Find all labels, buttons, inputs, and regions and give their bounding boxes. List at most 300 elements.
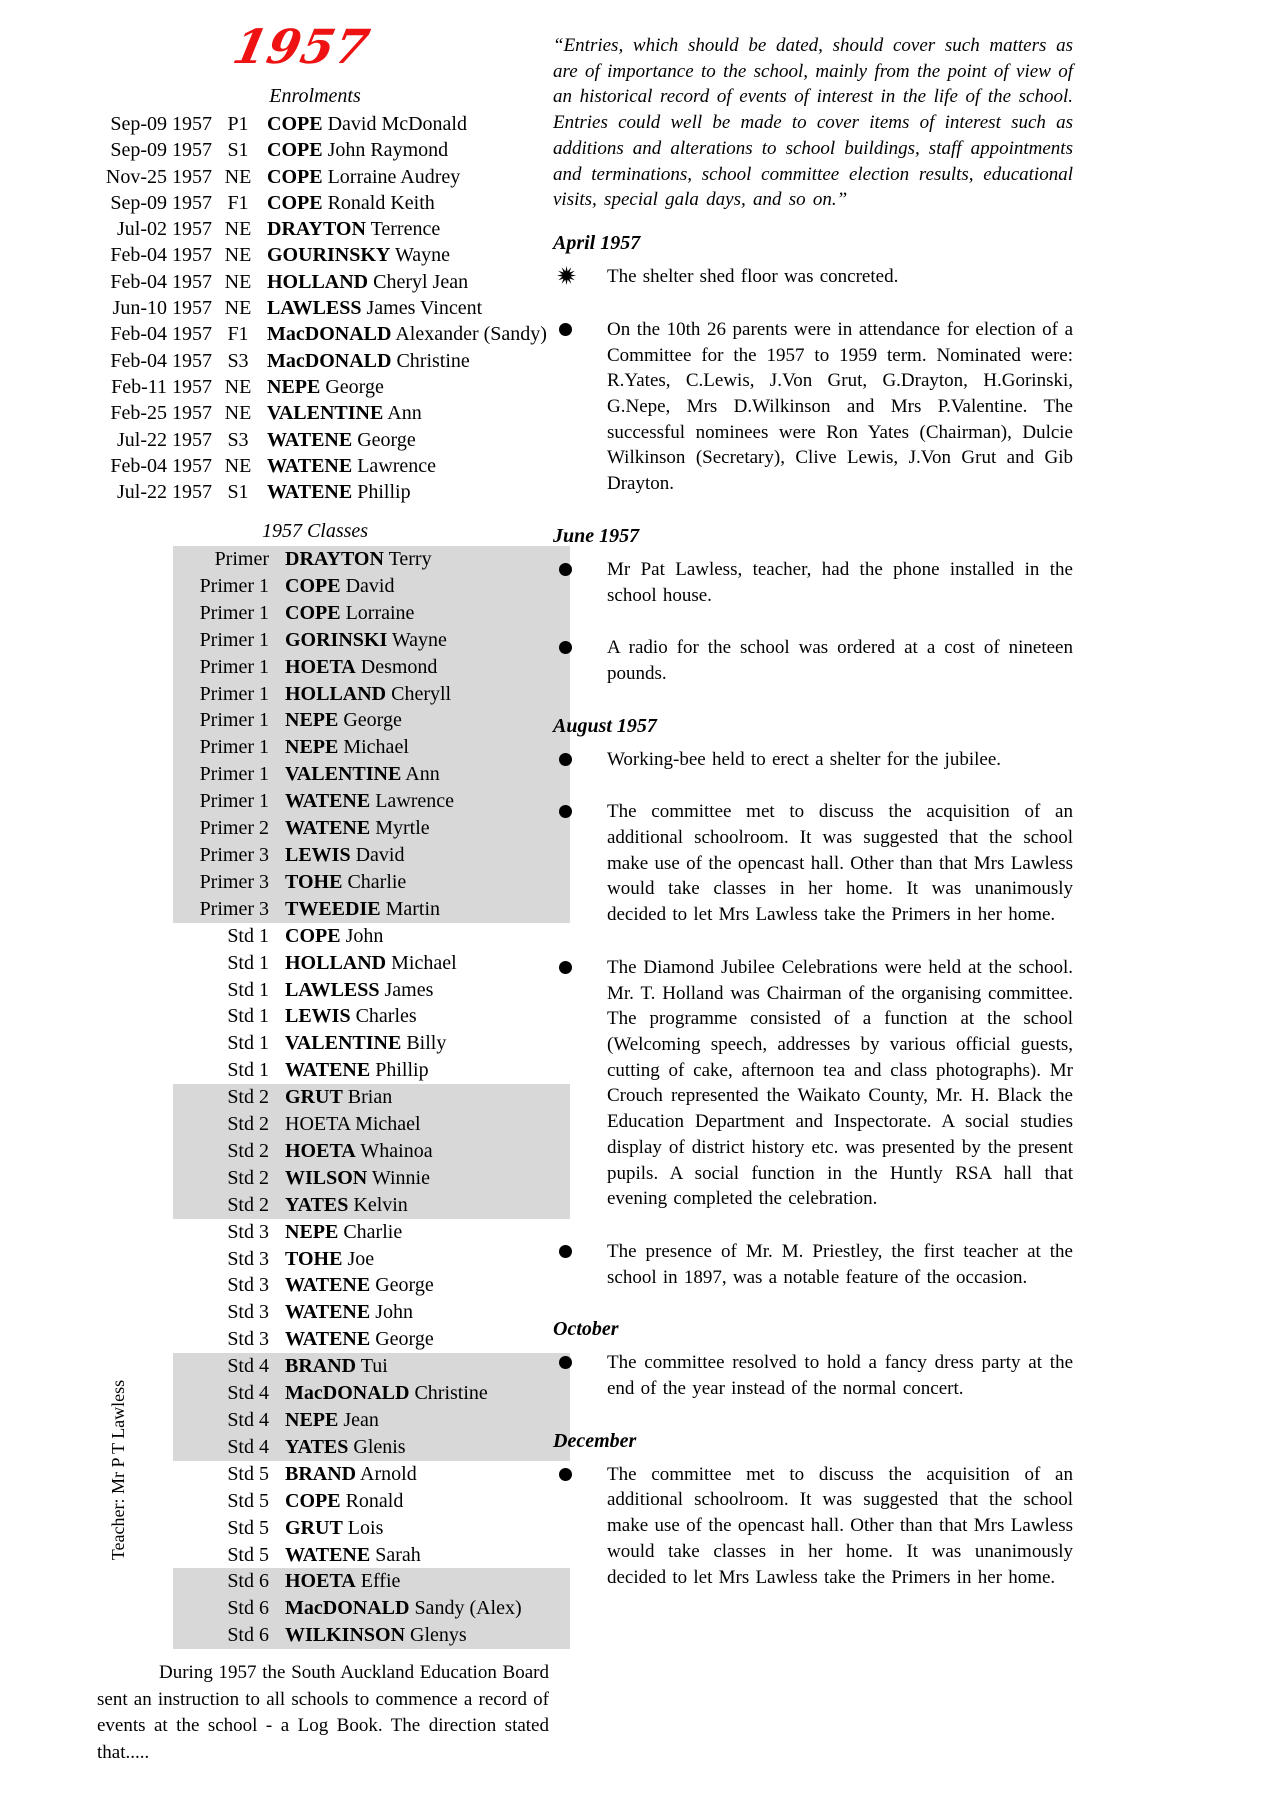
class-name (269, 546, 432, 573)
enrolment-surname: COPE (267, 191, 323, 214)
class-label: Primer 1 (199, 736, 269, 759)
class-surname: TWEEDIE (285, 897, 381, 920)
class-row (173, 788, 570, 815)
enrolment-name (267, 190, 435, 216)
enrolment-surname: WATENE (267, 428, 353, 451)
enrolment-date: Nov-25 1957 (105, 165, 212, 188)
class-row (173, 600, 570, 627)
class-name (269, 654, 437, 681)
class-name (269, 1542, 421, 1569)
bullet-item (553, 747, 1073, 773)
class-label: Std 3 (227, 1328, 269, 1351)
class-name (269, 1003, 417, 1030)
enrolment-name (267, 269, 468, 295)
class-surname: HOETA (285, 1139, 356, 1162)
bullet-item (553, 317, 1073, 497)
class-row (173, 815, 570, 842)
log-section (553, 524, 1073, 687)
class-row (173, 1111, 570, 1138)
class-given: Myrtle (375, 817, 430, 840)
class-given: Effie (360, 1570, 401, 1593)
class-row (173, 1542, 570, 1569)
class-label: Std 2 (227, 1113, 269, 1136)
class-row (173, 761, 570, 788)
enrolment-row (62, 400, 540, 426)
enrolment-row (62, 242, 540, 268)
class-name (269, 1219, 402, 1246)
class-given: Joe (347, 1247, 375, 1270)
class-row (173, 1272, 570, 1299)
class-given: Sandy (Alex) (414, 1597, 522, 1620)
enrolment-name (267, 348, 470, 374)
class-name (269, 1165, 430, 1192)
class-name (269, 761, 440, 788)
enrolment-date: Sep-09 1957 (110, 191, 212, 214)
class-row (173, 1595, 570, 1622)
bullet-text: On the 10th 26 parents were in attendance for election of a Committee for the 1957 to 1959 term. Nominated were: R.Yates, C.Lewis, J.Von Grut, G.Drayton, H.Gorinski, G.Nepe, Mrs D.Wilkinson and Mrs P.Valentine. The successful nominees were Ron Yates (Chairman), Dulcie Wilkinson (Secretary), Clive Lewis, J.Von Grut and Gib Drayton. (607, 318, 1073, 495)
enrolment-code: NE (224, 375, 252, 398)
class-given: Terry (388, 548, 432, 570)
class-label: Std 1 (227, 1059, 269, 1082)
class-given: Winnie (371, 1166, 430, 1189)
class-label: Std 5 (227, 1516, 269, 1539)
class-given: George (375, 1274, 434, 1297)
enrolment-date: Feb-11 1957 (111, 375, 212, 398)
dot-bullet-icon (559, 1468, 572, 1481)
enrolment-name (267, 479, 411, 505)
enrolment-given: Lorraine Audrey (327, 165, 461, 188)
class-name (269, 1192, 408, 1219)
class-name (269, 627, 447, 654)
class-surname: BRAND (285, 1462, 357, 1485)
bullet-item (553, 1462, 1073, 1591)
enrolment-name (267, 242, 450, 268)
class-row (173, 1219, 570, 1246)
class-row (173, 681, 570, 708)
enrolment-given: Cheryl Jean (373, 270, 469, 293)
class-label: Primer (214, 548, 269, 570)
enrolment-code: NE (224, 244, 252, 267)
class-name (269, 1030, 446, 1057)
section-items (553, 747, 1073, 1291)
class-label: Primer 1 (199, 655, 269, 678)
class-given: Ronald (345, 1489, 404, 1512)
class-label: Std 3 (227, 1301, 269, 1324)
class-surname: LAWLESS (285, 978, 380, 1001)
class-surname: WATENE (285, 790, 371, 813)
class-given: Christine (414, 1382, 488, 1405)
class-row (173, 627, 570, 654)
class-given: Charlie (343, 1220, 403, 1243)
class-surname: GORINSKI (285, 628, 388, 651)
class-row (173, 1353, 570, 1380)
enrolment-given: Ronald Keith (327, 191, 435, 214)
class-name (269, 950, 457, 977)
dot-bullet-icon (559, 805, 572, 818)
class-surname: HOETA (285, 655, 356, 678)
class-label: Std 6 (227, 1570, 269, 1593)
class-given: Michael (391, 951, 457, 974)
enrolment-given: Wayne (395, 244, 451, 267)
class-given: Lois (347, 1516, 384, 1539)
class-given: Michael (343, 736, 409, 759)
class-surname: TOHE (285, 1247, 343, 1270)
bullet-item (553, 1350, 1073, 1401)
class-row (173, 1299, 570, 1326)
enrolment-surname: HOLLAND (267, 270, 369, 293)
class-given: Phillip (375, 1059, 429, 1082)
class-given: David (345, 574, 395, 597)
class-label: Std 4 (227, 1409, 269, 1431)
class-name (269, 573, 394, 600)
class-label: Std 1 (227, 924, 269, 947)
enrolment-date: Sep-09 1957 (110, 113, 212, 135)
class-row (173, 1407, 570, 1434)
class-label: Std 4 (227, 1382, 269, 1405)
class-row (173, 1246, 570, 1273)
class-given: Wayne (391, 628, 447, 651)
log-section (553, 1317, 1073, 1401)
enrolment-date: Jul-02 1957 (117, 218, 212, 241)
class-row (173, 1434, 570, 1461)
star-bullet-icon (557, 266, 576, 290)
bullet-marker (553, 1350, 607, 1401)
class-given: George (375, 1328, 434, 1351)
enrolment-row (62, 295, 540, 321)
enrolment-row (62, 374, 540, 400)
class-row (173, 1461, 570, 1488)
class-surname: NEPE (285, 1220, 339, 1243)
class-surname: WILSON (285, 1166, 368, 1189)
class-name (269, 1111, 421, 1138)
dot-bullet-icon (559, 961, 572, 974)
class-surname: WATENE (285, 1328, 371, 1351)
dot-bullet-icon (559, 1245, 572, 1258)
class-label: Std 6 (227, 1597, 269, 1620)
enrolment-date: Feb-04 1957 (110, 244, 212, 267)
section-heading: August 1957 (553, 714, 657, 737)
enrolment-date: Feb-04 1957 (110, 270, 212, 293)
class-row (173, 1380, 570, 1407)
class-given: Cheryll (391, 682, 452, 705)
class-label: Std 5 (227, 1489, 269, 1512)
class-name (269, 1326, 434, 1353)
enrolment-row (62, 190, 540, 216)
class-row (173, 654, 570, 681)
section-heading: April 1957 (553, 231, 641, 254)
enrolment-given: George (357, 428, 416, 451)
class-label: Std 2 (227, 1086, 269, 1109)
bullet-text: The committee met to discuss the acquisition of an additional schoolroom. It was suggested that the school make use of the opencast hall. Other than that Mrs Lawless would take classes in her home. It was unanimously decided to let Mrs Lawless take the Primers in her home. (607, 1463, 1073, 1588)
class-name (269, 1488, 403, 1515)
class-name (269, 842, 404, 869)
class-label: Std 2 (227, 1139, 269, 1162)
enrolment-row (62, 321, 547, 347)
enrolment-code: P1 (227, 113, 249, 135)
class-given: John (375, 1301, 414, 1324)
enrolment-given: Alexander (Sandy) (395, 323, 547, 346)
class-name (269, 869, 406, 896)
bullet-item (553, 955, 1073, 1212)
enrolment-row (62, 427, 540, 453)
enrolment-name (267, 216, 440, 242)
enrolment-surname: GOURINSKY (267, 244, 391, 267)
class-surname: GRUT (285, 1516, 343, 1539)
class-row (173, 1165, 570, 1192)
bullet-marker (553, 557, 607, 608)
section-items (553, 1462, 1073, 1591)
class-row (173, 546, 570, 573)
enrolment-name (267, 400, 422, 426)
class-row (173, 869, 570, 896)
class-row (173, 1515, 570, 1542)
class-given: John (345, 924, 384, 947)
section-heading: October (553, 1318, 619, 1341)
class-given: Tui (360, 1355, 388, 1378)
class-given: George (343, 709, 402, 732)
dot-bullet-icon (559, 563, 572, 576)
enrolment-name (267, 374, 384, 400)
enrolment-given: Christine (396, 349, 470, 372)
dot-bullet-icon (559, 753, 572, 766)
log-section (553, 714, 1073, 1291)
bullet-item (553, 1239, 1073, 1290)
class-row (173, 896, 570, 923)
class-surname: VALENTINE (285, 1032, 402, 1055)
class-surname: COPE (285, 601, 341, 624)
class-row (173, 950, 570, 977)
class-surname: NEPE (285, 1409, 339, 1431)
bullet-text: Mr Pat Lawless, teacher, had the phone installed in the school house. (607, 558, 1073, 606)
class-surname: WATENE (285, 1301, 371, 1324)
enrolment-row (62, 269, 540, 295)
bullet-text: The Diamond Jubilee Celebrations were held at the school. Mr. T. Holland was Chairman of the organising committee. The programme consisted of a function at the school (Welcoming speech, addresses by various official guests, cutting of cake, afternoon tea and class photographs). Mr Crouch represented the Waikato County, Mr. H. Black the Education Department and Inspectorate. A social studies display of district history etc. was presented by the present pupils. A social function in the Huntly RSA hall that evening completed the celebration. (607, 956, 1073, 1210)
class-name (269, 1434, 406, 1461)
dot-bullet-icon (559, 641, 572, 654)
enrolment-surname: MacDONALD (267, 323, 392, 346)
bullet-item (553, 557, 1073, 608)
class-given: Martin (385, 897, 441, 920)
bullet-marker (553, 747, 607, 773)
teacher-vertical-label-text: Teacher: Mr P T Lawless (108, 1379, 128, 1561)
enrolment-given: George (325, 375, 384, 398)
classes-heading: 1957 Classes (261, 520, 369, 542)
enrolment-name (267, 453, 436, 479)
bullet-text: The presence of Mr. M. Priestley, the first teacher at the school in 1897, was a notable feature of the occasion. (607, 1240, 1073, 1288)
enrolment-name (267, 321, 547, 347)
bullet-text: A radio for the school was ordered at a cost of nineteen pounds. (607, 637, 1073, 684)
class-row (173, 1057, 570, 1084)
enrolment-surname: COPE (267, 139, 323, 162)
class-label: Std 5 (227, 1462, 269, 1485)
enrolment-code: NE (224, 454, 252, 477)
enrolments-heading: Enrolments (269, 85, 361, 107)
class-row (173, 1326, 570, 1353)
log-sections (553, 231, 1073, 1590)
enrolment-given: Lawrence (357, 454, 437, 477)
class-surname: YATES (285, 1435, 349, 1458)
class-surname: YATES (285, 1193, 349, 1216)
section-items (553, 1350, 1073, 1401)
enrolment-given: Ann (387, 402, 422, 425)
class-row (173, 977, 570, 1004)
class-name (269, 1299, 413, 1326)
class-given: Arnold (360, 1462, 417, 1485)
enrolment-row (62, 453, 540, 479)
bullet-marker (553, 1462, 607, 1591)
enrolment-date: Feb-25 1957 (110, 402, 212, 425)
year-title (62, 22, 540, 74)
class-row (173, 923, 570, 950)
enrolment-given: James Vincent (366, 297, 483, 320)
class-name (269, 1515, 383, 1542)
enrolment-code: NE (224, 218, 252, 241)
class-row (173, 573, 570, 600)
bullet-text: The committee met to discuss the acquisition of an additional schoolroom. It was suggested that the school make use of the opencast hall. Other than that Mrs Lawless would take classes in her home. It was unanimously decided to let Mrs Lawless take the Primers in her home. (607, 801, 1073, 926)
class-row (173, 842, 570, 869)
class-label: Std 1 (227, 1005, 269, 1028)
class-given: Glenis (353, 1435, 406, 1458)
class-name (269, 815, 430, 842)
class-surname: HOLLAND (285, 951, 387, 974)
enrolment-row (62, 348, 540, 374)
class-surname: WILKINSON (285, 1624, 406, 1647)
enrolment-surname: WATENE (267, 481, 353, 504)
enrolment-code: S3 (227, 428, 249, 451)
class-row (173, 1488, 570, 1515)
class-surname: NEPE (285, 709, 339, 732)
enrolment-name (267, 111, 467, 137)
section-heading: December (553, 1429, 637, 1452)
class-label: Std 1 (227, 951, 269, 974)
class-label: Std 1 (227, 978, 269, 1001)
class-given: Billy (406, 1032, 447, 1055)
enrolment-surname: VALENTINE (267, 402, 384, 425)
class-surname: COPE (285, 924, 341, 947)
class-name (269, 1407, 379, 1434)
class-name (269, 1622, 467, 1649)
class-label: Primer 2 (199, 817, 269, 840)
bullet-text: The shelter shed floor was concreted. (607, 265, 899, 287)
enrolment-date: Jul-22 1957 (117, 428, 212, 451)
enrolment-row (62, 216, 540, 242)
class-name (269, 788, 454, 815)
class-surname: HOETA (285, 1570, 356, 1593)
class-name (269, 1595, 522, 1622)
class-given: Whainoa (360, 1139, 433, 1162)
section-heading: June 1957 (553, 524, 640, 547)
bullet-text: The committee resolved to hold a fancy dress party at the end of the year instead of the normal concert. (607, 1352, 1073, 1400)
class-surname: MacDONALD (285, 1597, 410, 1620)
class-label: Std 4 (227, 1435, 269, 1458)
class-label: Primer 1 (199, 709, 269, 732)
right-column (553, 33, 1073, 1617)
enrolment-date: Jun-10 1957 (112, 297, 212, 320)
enrolment-date: Sep-09 1957 (110, 139, 212, 162)
class-surname: GRUT (285, 1086, 343, 1109)
class-name (269, 896, 440, 923)
class-label: Primer 3 (199, 843, 269, 866)
bullet-marker (553, 955, 607, 1212)
enrolment-row (62, 137, 540, 163)
enrolment-row (62, 164, 540, 190)
class-label: Primer 3 (199, 897, 269, 920)
enrolment-code: NE (224, 165, 252, 188)
enrolment-given: David McDonald (327, 113, 467, 135)
enrolment-code: F1 (227, 323, 249, 346)
class-label: Primer 1 (199, 682, 269, 705)
class-name (269, 1272, 434, 1299)
bullet-marker (553, 1239, 607, 1290)
footer-paragraph: During 1957 the South Auckland Education Board sent an instruction to all schools to commence a record of events at the school - a Log Book. The direction stated that..... (97, 1662, 549, 1763)
enrolment-name (267, 295, 482, 321)
class-surname: COPE (285, 1489, 341, 1512)
class-row (173, 1138, 570, 1165)
class-given: Desmond (360, 655, 438, 678)
class-name (269, 1084, 392, 1111)
class-surname: COPE (285, 574, 341, 597)
class-label: Primer 1 (199, 763, 269, 786)
log-section (553, 1429, 1073, 1591)
enrolment-surname: NEPE (267, 375, 321, 398)
class-surname: WATENE (285, 817, 371, 840)
dot-bullet-icon (559, 323, 572, 336)
class-row (173, 707, 570, 734)
class-surname: NEPE (285, 736, 339, 759)
opening-quote: “Entries, which should be dated, should cover such matters as are of importance to the school, mainly from the point of view of an historical record of events of interest in the life of the school. Entries could well be made to cover items of interest such as additions and alterations to school buildings, staff appointments and terminations, school committee election results, educational visits, special gala days, and so on.” (553, 35, 1073, 211)
bullet-item (553, 264, 1073, 290)
class-label: Primer 3 (199, 870, 269, 893)
class-row (173, 1568, 570, 1595)
enrolment-code: NE (224, 402, 252, 425)
enrolment-name (267, 427, 416, 453)
enrolment-code: NE (224, 270, 252, 293)
class-given: Sarah (375, 1543, 421, 1566)
year-title-text: 1957 (227, 20, 375, 75)
classes-table (173, 546, 570, 1649)
class-given: Brian (347, 1086, 393, 1109)
class-name (269, 707, 402, 734)
class-label: Std 2 (227, 1166, 269, 1189)
enrolment-code: NE (224, 297, 252, 320)
class-label: Primer 1 (199, 790, 269, 813)
class-surname: HOETA (285, 1113, 351, 1136)
section-items (553, 557, 1073, 687)
class-row (173, 734, 570, 761)
enrolment-code: F1 (227, 191, 249, 214)
bullet-marker (553, 799, 607, 928)
enrolment-given: John Raymond (327, 139, 449, 162)
class-surname: TOHE (285, 870, 343, 893)
bullet-item (553, 799, 1073, 928)
class-name (269, 1461, 417, 1488)
class-label: Primer 1 (199, 574, 269, 597)
class-row (173, 1192, 570, 1219)
class-surname: BRAND (285, 1355, 357, 1378)
class-label: Primer 1 (199, 628, 269, 651)
enrolment-date: Feb-04 1957 (110, 349, 212, 372)
class-row (173, 1622, 570, 1649)
enrolment-row (62, 479, 540, 505)
enrolment-surname: COPE (267, 165, 323, 188)
class-surname: WATENE (285, 1059, 371, 1082)
class-given: Charles (355, 1005, 417, 1028)
class-given: Michael (355, 1113, 421, 1136)
class-surname: LEWIS (285, 1005, 351, 1028)
class-name (269, 923, 383, 950)
class-label: Std 3 (227, 1274, 269, 1297)
class-label: Std 2 (227, 1193, 269, 1216)
